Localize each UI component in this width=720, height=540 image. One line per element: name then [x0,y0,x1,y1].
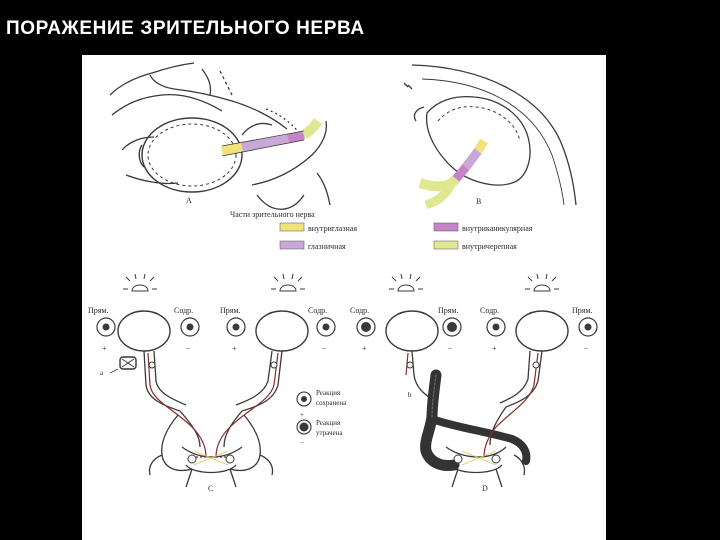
reaction-preserved-line2: сохранена [316,399,347,407]
reaction-lost-line1: Реакция [316,419,341,427]
sign-minus: − [322,344,327,353]
panel-a-label: А [186,196,192,205]
sign-plus: + [102,344,107,353]
legend-swatch-orbital [280,241,304,249]
sign-minus: − [186,344,191,353]
pupil-label-direct-4: Прям. [572,306,593,315]
lesion-a-label: а [100,369,104,377]
panel-c-pathway [144,351,282,487]
pupil-label-consensual-4: Содр. [480,306,500,315]
pupil-label-consensual-2: Содр. [308,306,328,315]
reaction-key [297,389,347,447]
panel-b-optic-nerve [420,141,484,205]
sign-minus: − [448,344,453,353]
panel-c-markers [149,362,277,463]
panel-d-lesioned-nerve [426,375,527,465]
reaction-minus-sign: − [300,439,304,447]
lesion-b-label: b [408,391,412,399]
pupil-label-direct-3: Прям. [438,306,459,315]
reaction-preserved-line1: Реакция [316,389,341,397]
lamp-icon-2 [271,274,305,291]
reaction-plus-sign: + [300,411,304,419]
legend-label-intraocular: внутриглазная [308,224,358,233]
pupil-label-consensual-1: Содр. [174,306,194,315]
legend-swatch-intracanalicular [434,223,458,231]
pupil-label-consensual-3: Содр. [350,306,370,315]
panel-c-reflex-arcs [148,353,278,465]
optic-nerve-figure [82,55,606,540]
panel-c-label: С [208,484,214,493]
panel-c-eyes [118,311,308,351]
legend [280,223,533,251]
panel-c-lesion [100,357,136,377]
panel-b-label: В [476,197,482,206]
lamp-icon-3 [389,274,423,291]
sign-plus: + [362,344,367,353]
legend-swatch-intracranial [434,241,458,249]
lamp-icon-4 [525,274,559,291]
slide-title: ПОРАЖЕНИЕ ЗРИТЕЛЬНОГО НЕРВА [6,18,365,39]
panel-d-label: D [482,484,488,493]
pupil-label-direct-1: Прям. [88,306,109,315]
lamp-icon-1 [123,274,157,291]
pupil-label-direct-2: Прям. [220,306,241,315]
legend-title: Части зрительного нерва [230,210,315,219]
legend-label-intracanalicular: внутриканикулярная [462,224,533,233]
reaction-lost-line2: утрачена [316,429,343,437]
sign-plus: + [492,344,497,353]
legend-label-intracranial: внутричерепная [462,242,517,251]
sign-minus: − [584,344,589,353]
legend-label-orbital: глазничная [308,242,346,251]
sign-plus: + [232,344,237,353]
light-lamp-icons [123,274,559,291]
legend-swatch-intraocular [280,223,304,231]
panel-d-eyes [386,311,568,351]
